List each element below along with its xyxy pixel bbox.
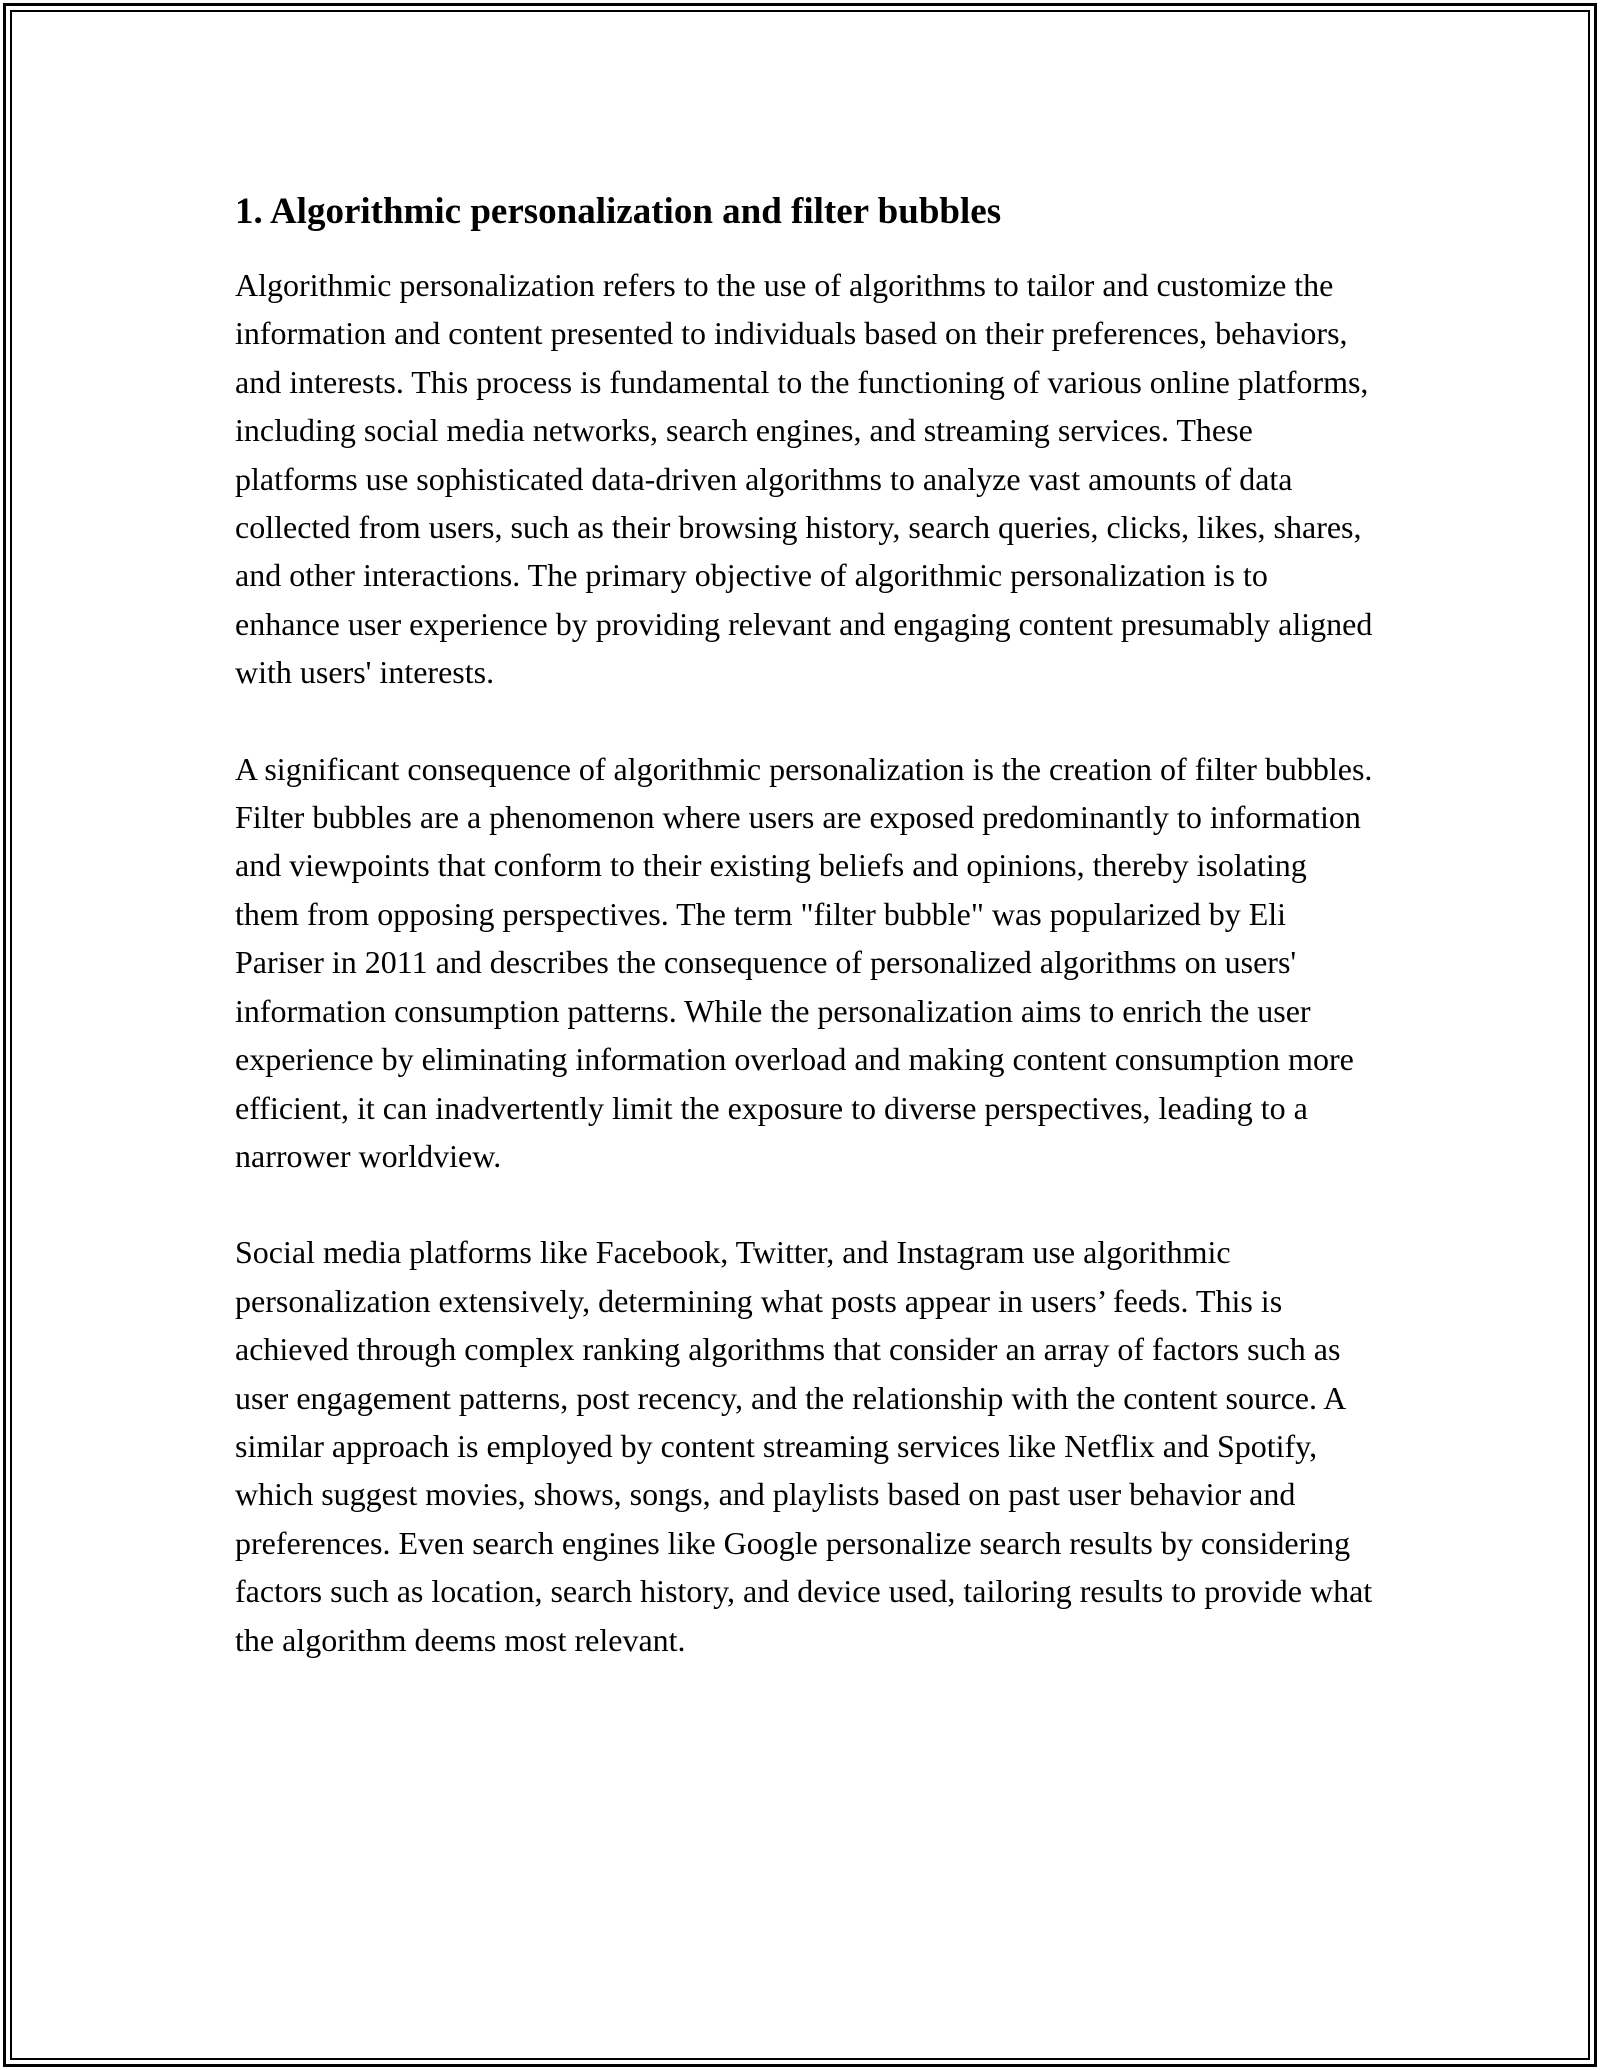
document-body bbox=[235, 188, 1375, 1712]
paragraph-filter-bubbles: A significant consequence of algorithmic personalization is the creation of filter bubbles. Filter bubbles are a phenomenon where users are exposed predominantly to information and viewpoints that conform to their existing beliefs and opinions, thereby isolating them from opposing perspectives. The term "filter bubble" was popularized by Eli Pariser in 2011 and describes the consequence of personalized algorithms on users' information consumption patterns. While the personalization aims to enrich the user experience by eliminating information overload and making content consumption more efficient, it can inadvertently limit the exposure to diverse perspectives, leading to a narrower worldview. bbox=[235, 750, 1373, 1174]
paragraph-personalization: Algorithmic personalization refers to the use of algorithms to tailor and customize the information and content presented to individuals based on their preferences, behaviors, and interests. This process is fundamental to the functioning of various online platforms, including social media networks, search engines, and streaming services. These platforms use sophisticated data-driven algorithms to analyze vast amounts of data collected from users, such as their browsing history, search queries, clicks, likes, shares, and other interactions. The primary objective of algorithmic personalization is to enhance user experience by providing relevant and engaging content presumably aligned with users' interests. bbox=[235, 267, 1373, 691]
paragraph-platforms: Social media platforms like Facebook, Twitter, and Instagram use algorithmic personalization extensively, determining what posts appear in users’ feeds. This is achieved through complex ranking algorithms that consider an array of factors such as user engagement patterns, post recency, and the relationship with the content source. A similar approach is employed by content streaming services like Netflix and Spotify, which suggest movies, shows, songs, and playlists based on past user behavior and preferences. Even search engines like Google personalize search results by considering factors such as location, search history, and device used, tailoring results to provide what the algorithm deems most relevant. bbox=[235, 1234, 1373, 1658]
section-heading: 1. Algorithmic personalization and filter bubbles bbox=[235, 191, 1002, 232]
